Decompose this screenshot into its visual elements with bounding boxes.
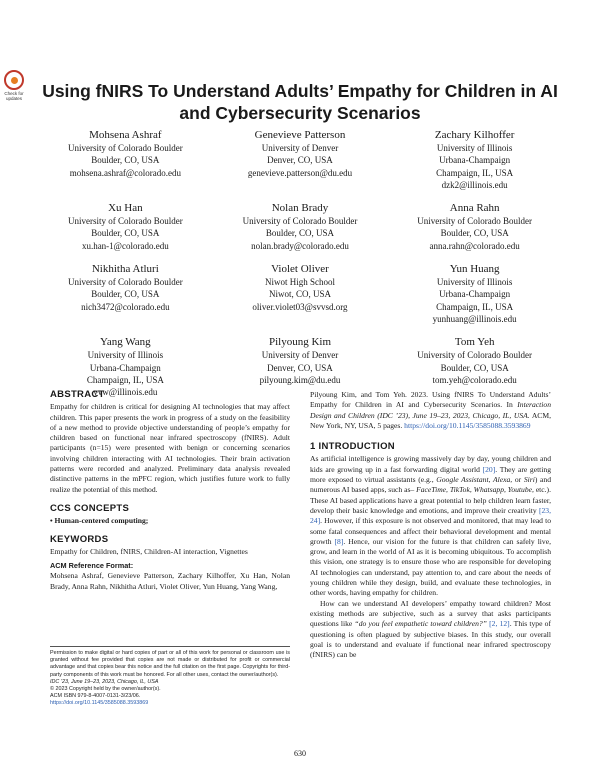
keywords-heading: KEYWORDS <box>50 533 109 545</box>
author-affiliation: Boulder, CO, USA <box>440 362 509 373</box>
author-affiliation: University of Colorado Boulder <box>67 143 183 153</box>
citation-link[interactable]: [8] <box>334 536 344 546</box>
ccs-heading: CCS CONCEPTS <box>50 502 130 514</box>
author-name: Yun Huang <box>449 263 500 276</box>
author-name: Nolan Brady <box>271 202 329 215</box>
author-name: Yang Wang <box>99 336 151 349</box>
author-block <box>38 128 562 398</box>
author-name: Xu Han <box>108 202 143 215</box>
author-affiliation: University of Colorado Boulder <box>67 216 183 227</box>
abstract-heading: ABSTRACT <box>50 389 105 400</box>
author-email[interactable]: nolan.brady@colorado.edu <box>251 240 349 251</box>
author-email[interactable]: dzk2@illinois.edu <box>441 179 508 190</box>
author-entry <box>387 262 562 325</box>
author-name: Genevieve Patterson <box>254 129 346 141</box>
author-affiliation: Denver, CO, USA <box>267 362 333 373</box>
author-affiliation: University of Denver <box>261 350 339 361</box>
acm-ref-continued: Pilyoung Kim, and Tom Yeh. 2023. Using fNIRS To Understand Adults’ Empathy for Children in AI and Cybersecurity Scenarios. In Interaction Design and Children (IDC ’23), June 19–23, 2023, Chicago, IL, USA. ACM, New York, NY, USA, 5 pages. https://doi.org/10.1145/3585088.3593869 <box>310 390 552 430</box>
author-affiliation: University of Colorado Boulder <box>242 216 358 227</box>
author-email[interactable]: nich3472@colorado.edu <box>81 301 170 312</box>
intro-heading: 1 INTRODUCTION <box>310 441 395 453</box>
author-email[interactable]: mohsena.ashraf@colorado.edu <box>69 167 181 178</box>
keywords-text: Empathy for Children, fNIRS, Children-AI interaction, Vignettes <box>50 546 248 556</box>
citation-link[interactable]: [20] <box>482 464 496 474</box>
author-entry <box>213 128 388 191</box>
isbn-line: ACM ISBN 979-8-4007-0131-3/23/06. <box>50 693 141 700</box>
author-affiliation: University of Illinois <box>436 277 513 288</box>
author-name: Anna Rahn <box>449 202 500 215</box>
author-entry <box>387 128 562 191</box>
author-email[interactable]: anna.rahn@colorado.edu <box>429 240 520 251</box>
author-entry <box>213 262 388 325</box>
acm-ref-doi-link[interactable]: https://doi.org/10.1145/3585088.3593869 <box>404 420 531 430</box>
author-entry <box>38 128 213 191</box>
author-affiliation: Niwot High School <box>264 277 335 288</box>
author-name: Nikhitha Atluri <box>91 263 159 276</box>
check-for-updates-badge[interactable] <box>3 70 25 101</box>
author-name: Zachary Kilhoffer <box>434 129 515 141</box>
author-affiliation: University of Colorado Boulder <box>67 277 183 288</box>
author-email[interactable]: pilyoung.kim@du.edu <box>259 374 341 385</box>
author-name: Pilyoung Kim <box>268 336 332 349</box>
right-column <box>310 390 551 660</box>
abstract-text: Empathy for children is critical for designing AI technologies that may affect children. This paper presents the work in progress of a study on the feasibility of a new method to provide objective understanding of people’s empathy for children based on functional near infrared spectroscopy (fNIRS). Adult participants (n=15) were presented with benign or concerning scenarios involving children interacting with AI technologies. Their brain activation patterns were recorded and analyzed. Preliminary data analysis revealed distinctive patterns in the mPFC region, which justifies future work to fully realize the potential of this method. <box>50 402 290 494</box>
badge-label: Check for updates <box>4 91 24 101</box>
author-email[interactable]: yunhuang@illinois.edu <box>432 313 517 324</box>
author-email[interactable]: genevieve.patterson@du.edu <box>247 167 353 178</box>
author-email[interactable]: tom.yeh@colorado.edu <box>432 374 517 385</box>
intro-paragraph-2: How can we understand AI developers’ empathy toward children? Most existing methods are subjective, such as a survey that asks participants questions like “do you feel empathetic toward children?” [2, 12]. This type of questioning is often plagued by subjective biases. In this study, our overall goal is to understand and evaluate if functional near infrared spectroscopy (fNIRS) can be <box>310 598 551 660</box>
author-name: Violet Oliver <box>271 263 329 276</box>
permission-notice <box>50 646 290 708</box>
author-affiliation: Urbana-Champaign <box>439 155 511 166</box>
acm-ref-authors: Mohsena Ashraf, Genevieve Patterson, Zachary Kilhoffer, Xu Han, Nolan Brady, Anna Rahn, Nikhitha Atluri, Violet Oliver, Yun Huang, Yang Wang, <box>50 571 290 591</box>
author-email[interactable]: xu.han-1@colorado.edu <box>81 240 169 251</box>
author-entry <box>213 201 388 252</box>
author-affiliation: Boulder, CO, USA <box>91 155 160 166</box>
author-name: Tom Yeh <box>454 336 495 349</box>
author-affiliation: Boulder, CO, USA <box>91 289 160 300</box>
citation-link[interactable]: [2, 12] <box>489 619 510 629</box>
author-affiliation: University of Denver <box>261 143 339 153</box>
author-affiliation: Urbana-Champaign <box>439 289 511 300</box>
author-affiliation: Denver, CO, USA <box>267 155 333 166</box>
author-email[interactable]: yvw@illinois.edu <box>93 387 158 398</box>
author-email[interactable]: oliver.violet03@svvsd.org <box>252 301 348 312</box>
conference-line: IDC ’23, June 19–23, 2023, Chicago, IL, USA <box>50 678 159 685</box>
author-name: Mohsena Ashraf <box>89 129 162 141</box>
acm-ref-heading: ACM Reference Format: <box>50 561 134 571</box>
author-affiliation: Champaign, IL, USA <box>436 167 514 178</box>
author-entry <box>387 201 562 252</box>
citation-link[interactable]: [23, 24] <box>310 505 552 526</box>
author-affiliation: Champaign, IL, USA <box>436 301 514 312</box>
author-entry <box>387 335 562 398</box>
author-affiliation: University of Colorado Boulder <box>417 216 533 227</box>
author-affiliation: Champaign, IL, USA <box>86 374 164 385</box>
author-entry <box>213 335 388 398</box>
author-affiliation: University of Colorado Boulder <box>417 350 533 361</box>
paper-title: Using fNIRS To Understand Adults’ Empathy for Children in AI and Cybersecurity Scenarios <box>42 81 558 123</box>
author-entry <box>38 262 213 325</box>
page-number: 630 <box>294 749 306 758</box>
copyright-line: © 2023 Copyright held by the owner/author(s). <box>50 686 161 693</box>
intro-paragraph-1: As artificial intelligence is growing massively day by day, young children and kids are growing up in a fast forwarding digital world [20]. They are getting more exposed to virtual assistants (e.g., Google Assistant, Alexa, or Siri) and numerous AI based apps, such as– FaceTime, TikTok, Whatsapp, Youtube, etc.). These AI based applications have a great potential to help children learn faster, develop their basic knowledge and emotions, and improve their creativity [23, 24]. However, if this exposure is not observed and monitored, that may lead to some fatal consequences and affect their behavioral development and mental growth [8]. Hence, our vision for the future is that children can safely live, grow, and learn in the world of AI as it is becoming ubiquitous. To accomplish this vision, one strategy is to ensure those who are responsible for developing AI technologies can understand, pay attention to, and care about the needs of young children while they design, build, and evaluate these technologies, in other words, having empathy for children. <box>310 454 552 598</box>
author-entry <box>38 201 213 252</box>
permission-text: Permission to make digital or hard copies of part or all of this work for personal or classroom use is granted without fee provided that copies are not made or distributed for profit or commercial advantage and that copies bear this notice and the full citation on the first page. Copyrights for third-party components of this work must be honored. For all other uses, contact the owner/author(s). <box>50 650 290 678</box>
permission-doi-link[interactable]: https://doi.org/10.1145/3585088.3593869 <box>50 700 149 707</box>
author-affiliation: Urbana-Champaign <box>89 362 161 373</box>
left-column <box>50 390 290 592</box>
author-affiliation: University of Illinois <box>436 143 513 153</box>
author-affiliation: Boulder, CO, USA <box>440 228 509 239</box>
author-affiliation: Boulder, CO, USA <box>91 228 160 239</box>
author-affiliation: Boulder, CO, USA <box>265 228 335 239</box>
author-affiliation: University of Illinois <box>87 350 164 361</box>
acm-ref-venue: Interaction Design and Children (IDC ’23), June 19–23, 2023, Chicago, IL, USA. <box>310 400 551 420</box>
author-affiliation: Niwot, CO, USA <box>268 289 331 300</box>
updates-icon <box>4 70 24 90</box>
ccs-item: • Human-centered computing; <box>50 516 149 526</box>
